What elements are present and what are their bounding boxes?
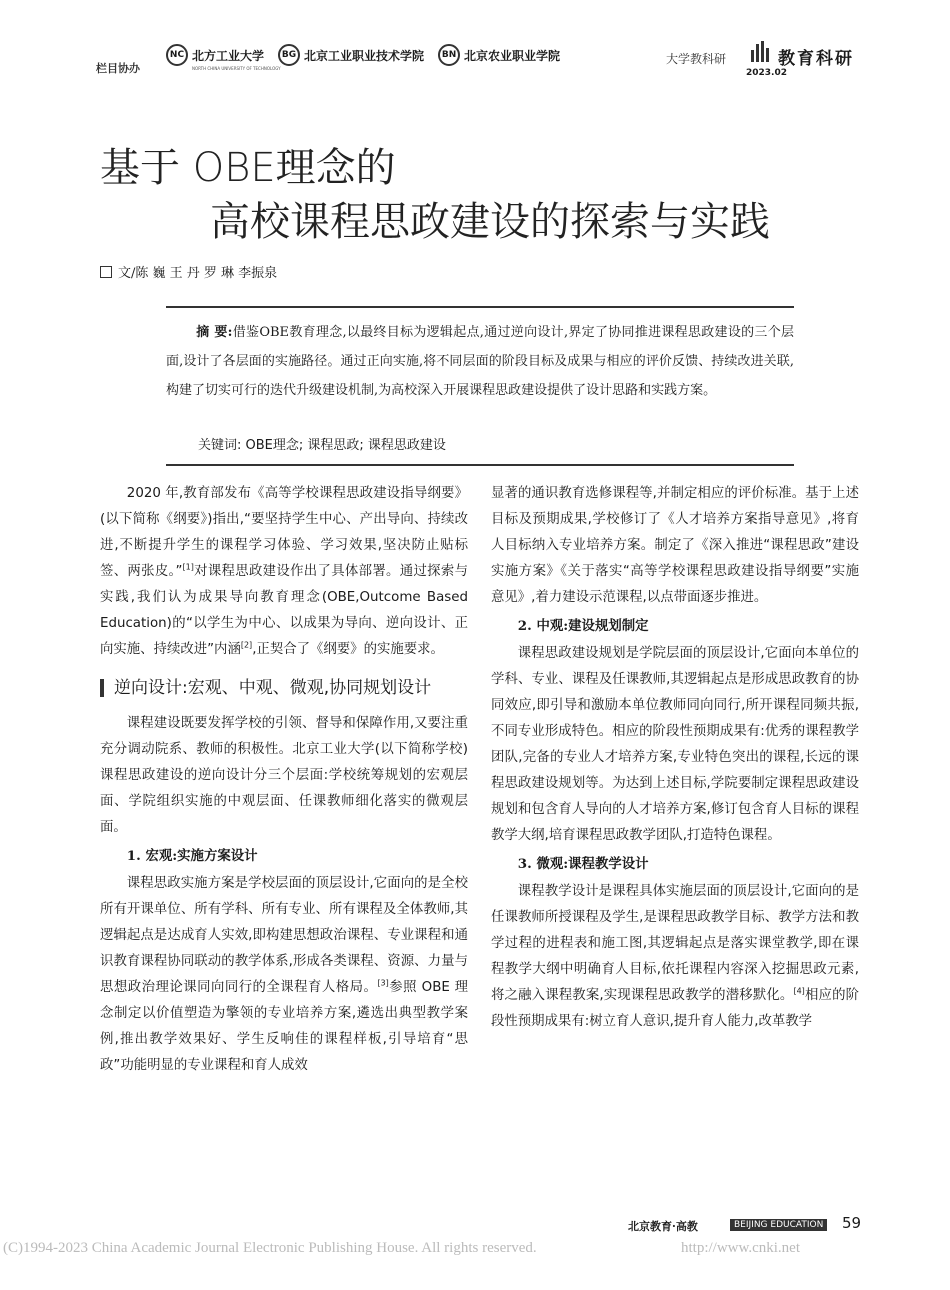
- paragraph: 课程思政实施方案是学校层面的顶层设计,它面向的是全校所有开课单位、所有学科、所有专业、所有课程及全体教师,其逻辑起点是达成育人实效,即构建思想政治课程、专业课程和通识教育课程协同联动的教学体系,形成各类课程、资源、力量与思想政治理论课同向同行的全课程育人格局。[3]参照 OBE 理念制定以价值塑造为擎领的专业培养方案,遴选出典型教学案例,推出教学效果好、学生反响佳的课程样板,引导培育“思政”功能明显的专业课程和育人成效: [100, 876, 468, 1073]
- logo-ncut-name: 北方工业大学: [192, 48, 265, 63]
- abstract-top-rule: [166, 306, 794, 308]
- ref-4: [4]: [793, 986, 805, 996]
- author-box-icon: [100, 266, 112, 278]
- body-column-left: [100, 481, 468, 1079]
- bgpc-emblem-icon: BG: [278, 44, 300, 66]
- page-number: 59: [842, 1214, 862, 1232]
- abstract-label: 摘 要:: [196, 325, 233, 340]
- ncut-emblem-icon: NC: [166, 44, 188, 66]
- abstract: [166, 318, 794, 405]
- subheading-meso: 2. 中观:建设规划制定: [517, 618, 649, 634]
- section-heading-text: 逆向设计:宏观、中观、微观,协同规划设计: [114, 678, 432, 698]
- issue-date: 2023.02: [746, 68, 787, 78]
- logo-ncut-sub: NORTH CHINA UNIVERSITY OF TECHNOLOGY: [192, 66, 281, 71]
- ref-3: [3]: [377, 978, 389, 988]
- subheading-micro: 3. 微观:课程教学设计: [517, 856, 649, 872]
- magazine-logo-icon: [749, 40, 773, 64]
- article-title-line1: 基于 OBE理念的: [100, 145, 396, 191]
- intro-paragraph: 2020 年,教育部发布《高等学校课程思政建设指导纲要》(以下简称《纲要》)指出,“要坚持学生中心、产出导向、持续改进,不断提升学生的课程学习体验、学习效果,坚决防止贴标签、两张皮。”[1]对课程思政建设作出了具体部署。通过探索与实践,我们认为成果导向教育理念(OBE,Outcome Based Education)的“以学生为中心、以成果为导向、逆向设计、正向实施、持续改进”内涵[2],正契合了《纲要》的实施要求。: [100, 486, 468, 657]
- abstract-bottom-rule: [166, 464, 794, 466]
- section-name: 大学教科研: [666, 52, 727, 66]
- article-title-line2: 高校课程思政建设的探索与实践: [210, 199, 770, 245]
- paragraph: 课程思政建设规划是学院层面的顶层设计,它面向本单位的学科、专业、课程及任课教师,其逻辑起点是形成思政教育的协同效应,即引导和激励本单位教师同向同行,所开课程同频共振,不同专业形成特色。相应的阶段性预期成果有:优秀的课程教学团队,完备的专业人才培养方案,专业特色突出的课程,长远的课程思政建设规划等。为达到上述目标,学院要制定课程思政建设规划和包含育人导向的人才培养方案,修订包含育人目标的课程教学大纲,培育课程思政教学团队,打造特色课程。: [491, 646, 859, 843]
- authors: [100, 262, 277, 281]
- logo-bvca-name: 北京农业职业学院: [464, 48, 561, 63]
- section-bar-icon: [100, 679, 104, 697]
- subheading-macro: 1. 宏观:实施方案设计: [126, 848, 258, 864]
- logo-bgpc: [278, 44, 424, 66]
- sponsor-logos: [166, 44, 561, 71]
- bvca-emblem-icon: BN: [438, 44, 460, 66]
- abstract-text: 借鉴OBE教育理念,以最终目标为逻辑起点,通过逆向设计,界定了协同推进课程思政建设的三个层面,设计了各层面的实施路径。通过正向实施,将不同层面的阶段目标及成果与相应的评价反馈、持续改进关联,构建了切实可行的迭代升级建设机制,为高校深入开展课程思政建设提供了设计思路和实践方案。: [166, 325, 794, 398]
- footer-brand: 北京教育·高教: [628, 1220, 698, 1233]
- keywords: 关键词: OBE理念; 课程思政; 课程思政建设: [198, 438, 446, 453]
- ref-1: [1]: [182, 562, 194, 572]
- column-tag: 栏目协办: [96, 62, 140, 75]
- body-column-right: [491, 481, 859, 1035]
- copyright-text: (C)1994-2023 China Academic Journal Electronic Publishing House. All rights reserved.: [3, 1240, 537, 1256]
- paragraph: 课程教学设计是课程具体实施层面的顶层设计,它面向的是任课教师所授课程及学生,是课程思政教学目标、教学方法和教学过程的进程表和施工图,其逻辑起点是落实课堂教学,即在课程教学大纲中明确育人目标,依托课程内容深入挖掘思政元素,将之融入课程教案,实现课程思政教学的潜移默化。[4]相应的阶段性预期成果有:树立育人意识,提升育人能力,改革教学: [491, 884, 860, 1029]
- section-heading: [100, 675, 468, 701]
- logo-bgpc-name: 北京工业职业技术学院: [304, 48, 425, 63]
- footer-tag: BEIJING EDUCATION: [730, 1219, 827, 1231]
- logo-bvca: [438, 44, 560, 66]
- cnki-link[interactable]: http://www.cnki.net: [681, 1240, 801, 1256]
- logo-ncut: [166, 44, 281, 71]
- magazine-title: 教育科研: [778, 49, 854, 69]
- ref-2: [2]: [240, 640, 253, 650]
- paragraph: 课程建设既要发挥学校的引领、督导和保障作用,又要注重充分调动院系、教师的积极性。北京工业大学(以下简称学校)课程思政建设的逆向设计分三个层面:学校统筹规划的宏观层面、学院组织实施的中观层面、任课教师细化落实的微观层面。: [100, 716, 468, 835]
- author-names: 文/陈 巍 王 丹 罗 琳 李振泉: [118, 266, 278, 281]
- paragraph-continued: 显著的通识教育选修课程等,并制定相应的评价标准。基于上述目标及预期成果,学校修订了《人才培养方案指导意见》,将育人目标纳入专业培养方案。制定了《深入推进“课程思政”建设实施方案》《关于落实“高等学校课程思政建设指导纲要”实施意见》,着力建设示范课程,以点带面逐步推进。: [491, 486, 859, 605]
